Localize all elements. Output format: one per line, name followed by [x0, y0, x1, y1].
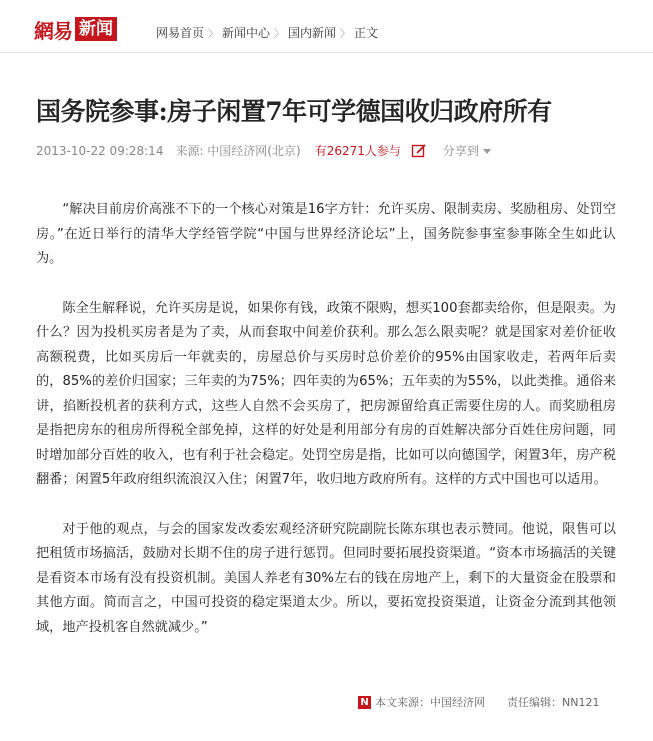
article-body: [36, 198, 616, 665]
breadcrumb-separator-icon: 〉: [274, 29, 285, 40]
breadcrumb-separator-icon: 〉: [208, 29, 219, 40]
paragraph: “解决目前房价高涨不下的一个核心对策是16字方针：允许买房、限制卖房、奖励租房、处罚空房。”在近日举行的清华大学经管学院“中国与世界经济论坛”上，国务院参事室参事陈全生如此认为。: [36, 202, 616, 266]
breadcrumb-separator-icon: 〉: [340, 29, 351, 40]
logo-news-text: 新闻: [75, 17, 117, 41]
logo-netease-text: 網易: [34, 18, 72, 43]
share-dropdown[interactable]: [443, 142, 491, 159]
footer-editor: 责任编辑：NN121: [507, 696, 600, 709]
paragraph: 陈全生解释说，允许买房是说，如果你有钱，政策不限购，想买100套都卖给你，但是限卖。为什么？因为投机买房者是为了卖，从而套取中间差价获利。那么怎么限卖呢？就是国家对差价征收高额税费，比如买房后一年就卖的，房屋总价与买房时总价差价的95%由国家收走，若两年后卖的，85%的差价归国家；三年卖的为75%；四年卖的为65%；五年卖的为55%，以此类推。通俗来讲，掐断投机者的获利方式，这些人自然不会买房了，把房源留给真正需要住房的人。而奖励租房是指把房东的租房所得税全部免掉，这样的好处是利用部分有房的百姓解决部分百姓住房问题，同时增加部分百姓的收入，也有利于社会稳定。处罚空房是指，比如可以向德国学，闲置3年，房产税翻番；闲置5年政府组织流浪汉入住；闲置7年，收归地方政府所有。这样的方式中国也可以适用。: [36, 300, 616, 487]
breadcrumb-news-center[interactable]: 新闻中心: [222, 26, 271, 40]
article-footer: [358, 694, 599, 710]
breadcrumb: [156, 24, 378, 41]
breadcrumb-netease-home[interactable]: 网易首页: [156, 26, 205, 40]
caret-down-icon: [483, 149, 491, 154]
article-meta: [36, 142, 491, 159]
edit-comment-icon[interactable]: [411, 143, 427, 159]
breadcrumb-current: 正文: [354, 26, 379, 40]
article-source: 来源: 中国经济网(北京): [175, 144, 301, 158]
article-title: 国务院参事:房子闲置7年可学德国收归政府所有: [36, 97, 552, 126]
paragraph: 对于他的观点，与会的国家发改委宏观经济研究院副院长陈东琪也表示赞同。他说，限售可以把租赁市场搞活，鼓励对长期不住的房子进行惩罚。但同时要拓展投资渠道。“资本市场搞活的关键是看资本市场有没有投资机制。美国人养老有30%左右的钱在房地产上，剩下的大量资金在股票和其他方面。简而言之，中国可投资的稳定渠道太少。所以，要拓宽投资渠道，让资金分流到其他领域，地产投机客自然就减少。”: [36, 521, 616, 635]
header-divider: [0, 52, 653, 53]
participants-link[interactable]: 有26271人参与: [314, 144, 401, 158]
share-label: 分享到: [442, 144, 479, 158]
publish-date: 2013-10-22 09:28:14: [36, 143, 164, 158]
netease-news-logo[interactable]: [34, 16, 117, 42]
top-bar: [0, 0, 653, 50]
breadcrumb-domestic-news[interactable]: 国内新闻: [288, 26, 337, 40]
netease-n-icon: N: [358, 696, 371, 709]
footer-source[interactable]: 本文来源：中国经济网: [375, 696, 485, 709]
